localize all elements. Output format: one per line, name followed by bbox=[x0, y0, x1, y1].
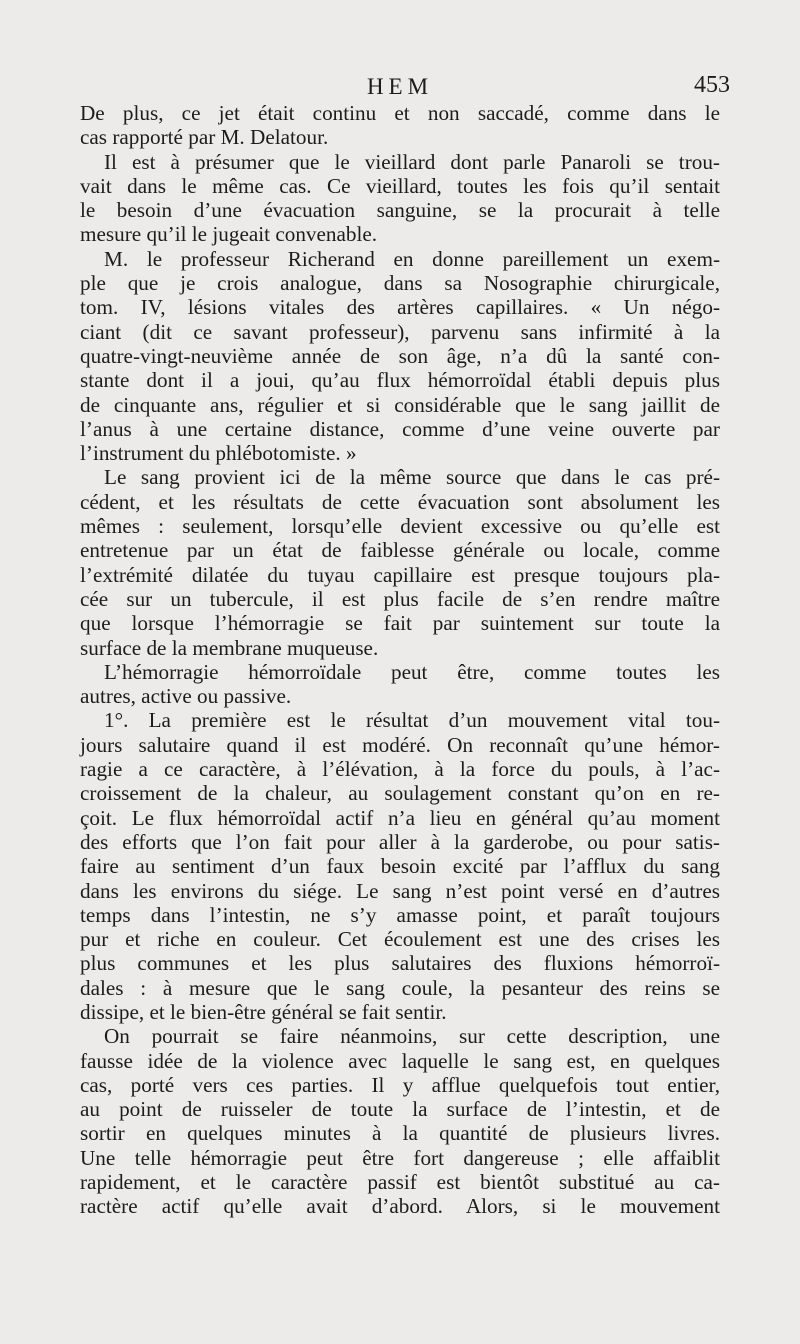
page-header bbox=[80, 70, 730, 104]
text-line: ciant (dit ce savant professeur), parvenu sans infirmité à la bbox=[80, 319, 720, 344]
text-line: dissipe, et le bien-être général se fait sentir. bbox=[80, 999, 447, 1024]
text-line: stante dont il a joui, qu’au flux hémorroïdal établi depuis plus bbox=[80, 368, 720, 393]
text-line: vait dans le même cas. Ce vieillard, toutes les fois qu’il sentait bbox=[80, 173, 720, 198]
text-line: Le sang provient ici de la même source que dans le cas pré- bbox=[104, 465, 720, 490]
text-line: ragie a ce caractère, à l’élévation, à la force du pouls, à l’ac- bbox=[80, 757, 720, 782]
text-line: faire au sentiment d’un faux besoin excité par l’afflux du sang bbox=[80, 854, 720, 879]
text-line: sortir en quelques minutes à la quantité de plusieurs livres. bbox=[80, 1121, 720, 1146]
body-text bbox=[80, 101, 720, 1219]
text-line: dales : à mesure que le sang coule, la pesanteur des reins se bbox=[80, 975, 720, 1000]
text-line: L’hémorragie hémorroïdale peut être, comme toutes les bbox=[104, 659, 720, 684]
text-line: plus communes et les plus salutaires des fluxions hémorroï- bbox=[80, 951, 720, 976]
text-line: cas rapporté par M. Delatour. bbox=[80, 125, 329, 150]
text-line: autres, active ou passive. bbox=[80, 684, 292, 709]
text-line: que lorsque l’hémorragie se fait par suintement sur toute la bbox=[80, 611, 720, 636]
text-line: pur et riche en couleur. Cet écoulement est une des crises les bbox=[80, 927, 720, 952]
text-line: 1°. La première est le résultat d’un mouvement vital tou- bbox=[104, 708, 720, 733]
text-line: mesure qu’il le jugeait convenable. bbox=[80, 222, 378, 247]
text-line: tom. IV, lésions vitales des artères capillaires. « Un négo- bbox=[80, 295, 720, 320]
text-line: quatre-vingt-neuvième année de son âge, n’a dû la santé con- bbox=[80, 343, 720, 368]
text-line: dans les environs du siége. Le sang n’est point versé en d’autres bbox=[80, 878, 720, 903]
text-line: de cinquante ans, régulier et si considérable que le sang jaillit de bbox=[80, 392, 720, 417]
text-line: On pourrait se faire néanmoins, sur cette description, une bbox=[104, 1024, 720, 1049]
text-line: ractère actif qu’elle avait d’abord. Alors, si le mouvement bbox=[80, 1194, 720, 1219]
text-line: surface de la membrane muqueuse. bbox=[80, 635, 379, 660]
text-line: De plus, ce jet était continu et non saccadé, comme dans le bbox=[80, 101, 720, 125]
text-line: çoit. Le flux hémorroïdal actif n’a lieu en général qu’au moment bbox=[80, 805, 720, 830]
text-line: M. le professeur Richerand en donne pareillement un exem- bbox=[104, 246, 720, 271]
text-line: Une telle hémorragie peut être fort dangereuse ; elle affaiblit bbox=[80, 1145, 720, 1170]
text-line: fausse idée de la violence avec laquelle le sang est, en quelques bbox=[80, 1048, 720, 1073]
text-line: Il est à présumer que le vieillard dont parle Panaroli se trou- bbox=[104, 149, 720, 174]
text-line: le besoin d’une évacuation sanguine, se la procurait à telle bbox=[80, 198, 720, 223]
running-title: HEM bbox=[366, 74, 434, 99]
text-line: temps dans l’intestin, ne s’y amasse point, et paraît toujours bbox=[80, 902, 720, 927]
text-line: l’extrémité dilatée du tuyau capillaire est presque toujours pla- bbox=[80, 562, 720, 587]
text-line: l’anus à une certaine distance, comme d’une veine ouverte par bbox=[80, 416, 720, 441]
text-line: mêmes : seulement, lorsqu’elle devient excessive ou qu’elle est bbox=[80, 514, 720, 539]
text-line: l’instrument du phlébotomiste. » bbox=[80, 441, 357, 466]
text-line: des efforts que l’on fait pour aller à la garderobe, ou pour satis- bbox=[80, 829, 720, 854]
text-line: au point de ruisseler de toute la surface de l’intestin, et de bbox=[80, 1097, 720, 1122]
text-line: croissement de la chaleur, au soulagement constant qu’on en re- bbox=[80, 781, 720, 806]
page-number: 453 bbox=[694, 72, 730, 98]
text-line: cas, porté vers ces parties. Il y afflue quelquefois tout entier, bbox=[80, 1072, 720, 1097]
text-line: entretenue par un état de faiblesse générale ou locale, comme bbox=[80, 538, 720, 563]
text-line: ple que je crois analogue, dans sa Nosographie chirurgicale, bbox=[80, 271, 720, 296]
text-line: cédent, et les résultats de cette évacuation sont absolument les bbox=[80, 489, 720, 514]
text-line: jours salutaire quand il est modéré. On reconnaît qu’une hémor- bbox=[80, 732, 720, 757]
text-line: rapidement, et le caractère passif est bientôt substitué au ca- bbox=[80, 1170, 720, 1195]
text-line: cée sur un tubercule, il est plus facile de s’en rendre maître bbox=[80, 586, 720, 611]
